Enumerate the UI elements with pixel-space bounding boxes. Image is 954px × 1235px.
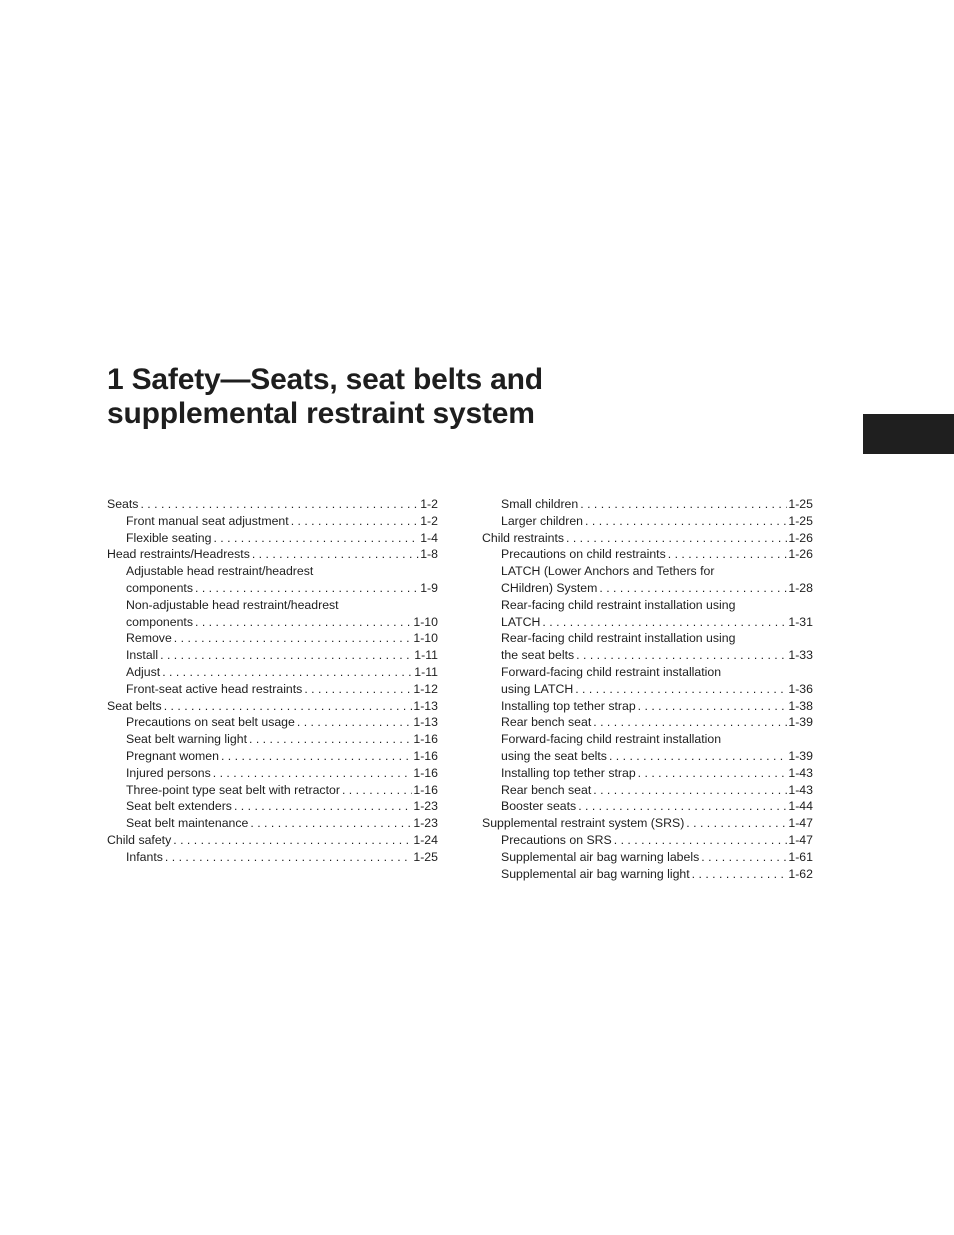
dot-leader bbox=[213, 530, 419, 547]
toc-page-number: 1-25 bbox=[788, 497, 813, 511]
toc-entry-title: Small children bbox=[501, 497, 579, 511]
toc-page-number: 1-47 bbox=[788, 832, 813, 847]
toc-subentry[interactable] bbox=[482, 849, 813, 866]
toc-entry-title: the seat belts bbox=[501, 648, 575, 663]
dot-leader bbox=[576, 647, 787, 664]
toc-entry-title: using LATCH bbox=[501, 681, 574, 696]
toc-subentry[interactable] bbox=[107, 849, 438, 866]
toc-entry-title-prefix: Rear-facing child restraint installation using bbox=[501, 597, 736, 612]
toc-entry-title: Infants bbox=[126, 849, 163, 864]
dot-leader bbox=[599, 580, 787, 597]
chapter-tab-marker bbox=[863, 414, 954, 454]
toc-entry-title: Install bbox=[126, 648, 159, 663]
toc-subentry[interactable] bbox=[482, 832, 813, 849]
toc-page-number: 1-2 bbox=[420, 513, 438, 528]
toc-entry-title-prefix: LATCH (Lower Anchors and Tethers for bbox=[501, 564, 715, 579]
toc-page-number: 1-9 bbox=[420, 580, 438, 595]
toc-subentry[interactable] bbox=[107, 630, 438, 647]
dot-leader bbox=[195, 614, 412, 631]
dot-leader bbox=[342, 782, 412, 799]
toc-page-number: 1-26 bbox=[788, 530, 813, 545]
toc-page-number: 1-61 bbox=[788, 849, 813, 864]
toc-page-number: 1-16 bbox=[413, 782, 438, 797]
chapter-title-line-2: supplemental restraint system bbox=[107, 397, 535, 430]
dot-leader bbox=[304, 681, 412, 698]
toc-page-number: 1-4 bbox=[420, 530, 438, 545]
toc-page-number: 1-33 bbox=[788, 648, 813, 663]
toc-subentry[interactable] bbox=[107, 530, 438, 547]
toc-page-number: 1-24 bbox=[413, 832, 438, 847]
toc-page-number: 1-25 bbox=[413, 849, 438, 864]
toc-page-number: 1-62 bbox=[788, 866, 813, 881]
dot-leader bbox=[162, 664, 413, 681]
dot-leader bbox=[234, 798, 412, 815]
toc-subentry[interactable] bbox=[107, 815, 438, 832]
toc-entry-title: LATCH bbox=[501, 614, 541, 629]
dot-leader bbox=[668, 546, 788, 563]
toc-entry-title-prefix: Forward-facing child restraint installation bbox=[501, 664, 722, 679]
toc-entry[interactable] bbox=[107, 832, 438, 849]
toc-page-number: 1-36 bbox=[788, 681, 813, 696]
toc-page-number: 1-39 bbox=[788, 715, 813, 730]
dot-leader bbox=[174, 630, 413, 647]
toc-page-number: 1-28 bbox=[788, 580, 813, 595]
toc-page-number: 1-16 bbox=[413, 748, 438, 763]
dot-leader bbox=[638, 765, 788, 782]
dot-leader bbox=[140, 496, 419, 513]
toc-subentry[interactable] bbox=[482, 563, 813, 597]
toc-entry-title: Child restraints bbox=[482, 530, 565, 545]
toc-entry-title: Booster seats bbox=[501, 799, 577, 814]
toc-subentry[interactable] bbox=[107, 782, 438, 799]
toc-subentry[interactable] bbox=[107, 597, 438, 631]
dot-leader bbox=[213, 765, 413, 782]
toc-page-number: 1-16 bbox=[413, 732, 438, 747]
toc-entry[interactable] bbox=[107, 698, 438, 715]
toc-subentry[interactable] bbox=[107, 563, 438, 597]
toc-page-number: 1-31 bbox=[788, 614, 813, 629]
toc-entry-title: Seat belt maintenance bbox=[126, 816, 249, 831]
toc-subentry[interactable] bbox=[482, 496, 813, 513]
toc-entry-title: Front manual seat adjustment bbox=[126, 513, 289, 528]
dot-leader bbox=[291, 513, 420, 530]
chapter-title bbox=[107, 363, 807, 431]
toc-page-number: 1-39 bbox=[788, 748, 813, 763]
dot-leader bbox=[165, 849, 412, 866]
dot-leader bbox=[160, 647, 413, 664]
toc-subentry[interactable] bbox=[482, 664, 813, 698]
toc-entry-title: Three-point type seat belt with retractor bbox=[126, 782, 340, 797]
dot-leader bbox=[686, 815, 787, 832]
dot-leader bbox=[566, 530, 787, 547]
toc-subentry[interactable] bbox=[482, 630, 813, 664]
toc-entry-title: Larger children bbox=[501, 513, 584, 528]
dot-leader bbox=[593, 782, 787, 799]
toc-entry-title: Seat belt extenders bbox=[126, 799, 232, 814]
toc-entry-title: Precautions on child restraints bbox=[501, 547, 666, 562]
toc-subentry[interactable] bbox=[107, 748, 438, 765]
toc-left-column bbox=[107, 496, 438, 866]
toc-subentry[interactable] bbox=[482, 513, 813, 530]
chapter-title-line-1: 1 Safety—Seats, seat belts and bbox=[107, 363, 543, 396]
toc-entry-title: Precautions on seat belt usage bbox=[126, 715, 295, 730]
dot-leader bbox=[638, 698, 788, 715]
toc-entry-title-prefix: Rear-facing child restraint installation using bbox=[501, 631, 736, 646]
dot-leader bbox=[593, 714, 787, 731]
toc-entry-title: Adjust bbox=[126, 664, 161, 679]
dot-leader bbox=[249, 731, 412, 748]
dot-leader bbox=[542, 614, 787, 631]
toc-entry-title: Head restraints/Headrests bbox=[107, 547, 250, 562]
toc-entry-title: Remove bbox=[126, 631, 172, 646]
toc-entry-title: Rear bench seat bbox=[501, 715, 592, 730]
toc-subentry[interactable] bbox=[482, 597, 813, 631]
toc-entry-title: Seats bbox=[107, 497, 139, 511]
toc-page-number: 1-16 bbox=[413, 765, 438, 780]
dot-leader bbox=[692, 866, 788, 883]
toc-entry-title: Seat belt warning light bbox=[126, 732, 247, 747]
toc-subentry[interactable] bbox=[482, 798, 813, 815]
dot-leader bbox=[609, 748, 787, 765]
toc-entry-title: Supplemental air bag warning labels bbox=[501, 849, 700, 864]
toc-entry[interactable] bbox=[107, 496, 438, 513]
toc-entry-title-prefix: Forward-facing child restraint installation bbox=[501, 732, 722, 747]
toc-entry[interactable] bbox=[107, 546, 438, 563]
toc-entry-title: Rear bench seat bbox=[501, 782, 592, 797]
toc-entry-title: Front-seat active head restraints bbox=[126, 681, 303, 696]
dot-leader bbox=[164, 698, 413, 715]
toc-subentry[interactable] bbox=[107, 765, 438, 782]
toc-entry-title: Installing top tether strap bbox=[501, 765, 636, 780]
toc-entry-title: CHildren) System bbox=[501, 580, 598, 595]
toc-page-number: 1-26 bbox=[788, 547, 813, 562]
toc-page-number: 1-43 bbox=[788, 765, 813, 780]
toc-subentry[interactable] bbox=[482, 782, 813, 799]
dot-leader bbox=[252, 546, 419, 563]
toc-page-number: 1-44 bbox=[788, 799, 813, 814]
dot-leader bbox=[614, 832, 788, 849]
toc-subentry[interactable] bbox=[107, 714, 438, 731]
toc-page-number: 1-38 bbox=[788, 698, 813, 713]
toc-subentry[interactable] bbox=[107, 731, 438, 748]
toc-page-number: 1-10 bbox=[413, 614, 438, 629]
dot-leader bbox=[195, 580, 419, 597]
toc-subentry[interactable] bbox=[107, 647, 438, 664]
toc-entry-title: Supplemental restraint system (SRS) bbox=[482, 816, 685, 831]
toc-right-column bbox=[482, 496, 813, 882]
toc-subentry[interactable] bbox=[482, 714, 813, 731]
dot-leader bbox=[585, 513, 787, 530]
toc-page-number: 1-10 bbox=[413, 631, 438, 646]
toc-entry-title-prefix: Adjustable head restraint/headrest bbox=[126, 564, 314, 579]
dot-leader bbox=[575, 681, 787, 698]
toc-page-number: 1-13 bbox=[413, 698, 438, 713]
toc-page-number: 1-2 bbox=[420, 497, 438, 511]
dot-leader bbox=[250, 815, 412, 832]
toc-entry-title-prefix: Non-adjustable head restraint/headrest bbox=[126, 597, 339, 612]
toc-entry-title: Child safety bbox=[107, 832, 172, 847]
toc-entry-title: components bbox=[126, 614, 193, 629]
toc-page-number: 1-13 bbox=[413, 715, 438, 730]
dot-leader bbox=[578, 798, 787, 815]
toc-subentry[interactable] bbox=[107, 798, 438, 815]
toc-subentry[interactable] bbox=[482, 731, 813, 765]
dot-leader bbox=[580, 496, 787, 513]
toc-page-number: 1-8 bbox=[420, 547, 438, 562]
toc-page-number: 1-43 bbox=[788, 782, 813, 797]
toc-subentry[interactable] bbox=[107, 681, 438, 698]
dot-leader bbox=[173, 832, 412, 849]
dot-leader bbox=[701, 849, 787, 866]
toc-page-number: 1-23 bbox=[413, 799, 438, 814]
toc-entry-title: Supplemental air bag warning light bbox=[501, 866, 690, 881]
toc-entry-title: Precautions on SRS bbox=[501, 832, 612, 847]
toc-entry-title: components bbox=[126, 580, 193, 595]
toc-page-number: 1-25 bbox=[788, 513, 813, 528]
toc-page-number: 1-23 bbox=[413, 816, 438, 831]
toc-entry-title: using the seat belts bbox=[501, 748, 607, 763]
toc-subentry[interactable] bbox=[482, 546, 813, 563]
toc-entry-title: Injured persons bbox=[126, 765, 211, 780]
toc-subentry[interactable] bbox=[482, 866, 813, 883]
toc-entry-title: Seat belts bbox=[107, 698, 162, 713]
toc-page-number: 1-47 bbox=[788, 816, 813, 831]
toc-subentry[interactable] bbox=[482, 765, 813, 782]
toc-page-number: 1-11 bbox=[414, 664, 438, 679]
toc-entry-title: Pregnant women bbox=[126, 748, 219, 763]
toc-page-number: 1-12 bbox=[413, 681, 438, 696]
toc-subentry[interactable] bbox=[482, 698, 813, 715]
toc-entry[interactable] bbox=[482, 815, 813, 832]
toc-entry[interactable] bbox=[482, 530, 813, 547]
toc-subentry[interactable] bbox=[107, 513, 438, 530]
toc-page-number: 1-11 bbox=[414, 648, 438, 663]
toc-subentry[interactable] bbox=[107, 664, 438, 681]
toc-entry-title: Flexible seating bbox=[126, 530, 212, 545]
dot-leader bbox=[297, 714, 413, 731]
toc-entry-title: Installing top tether strap bbox=[501, 698, 636, 713]
dot-leader bbox=[221, 748, 412, 765]
